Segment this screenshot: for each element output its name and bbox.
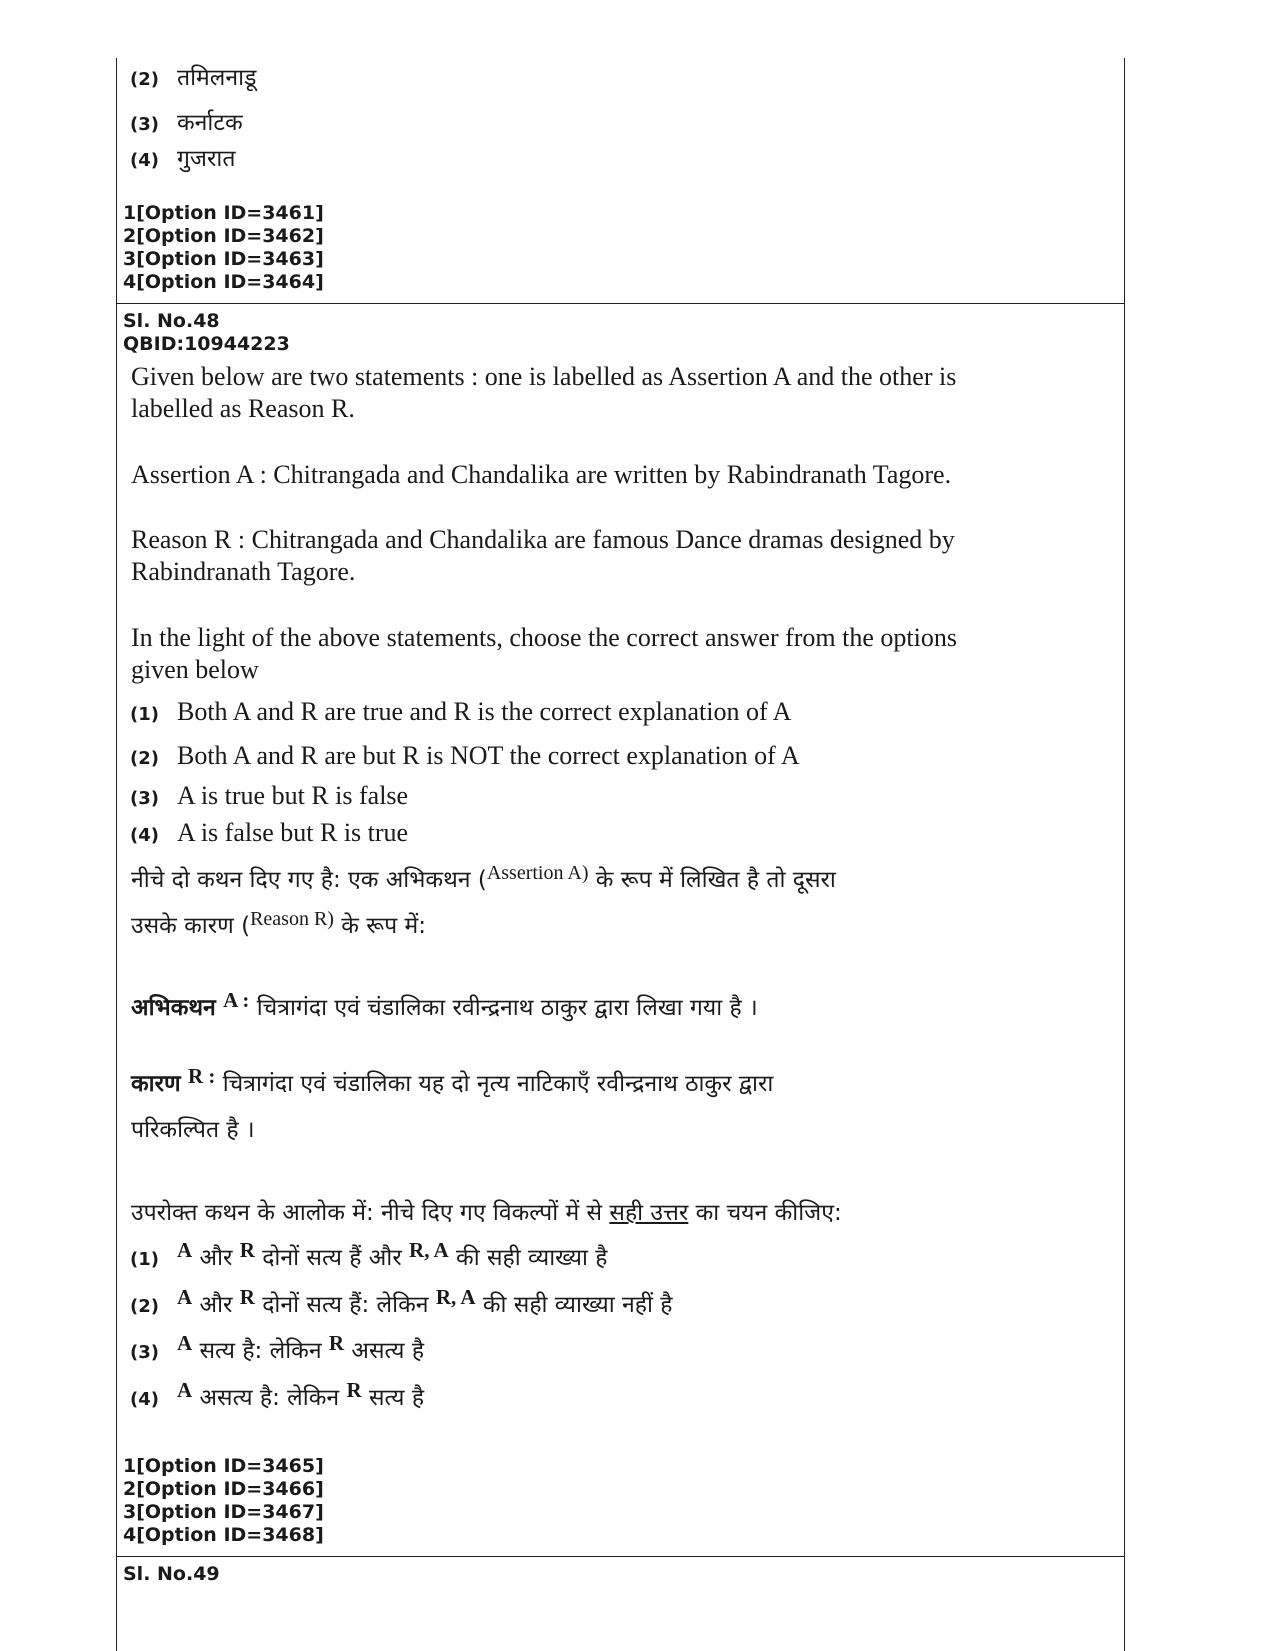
qbid: QBID:10944223 [123, 333, 290, 355]
hindi-intro-line1: नीचे दो कथन दिए गए है: एक अभिकथन (Assertion A) के रूप में लिखित है तो दूसरा [131, 862, 836, 893]
question-divider [116, 1556, 1125, 1557]
serial-number: Sl. No.49 [123, 1563, 220, 1585]
reason-hi-line2: परिकल्पित है । [131, 1117, 255, 1143]
question-header [123, 310, 290, 356]
option-en-3: (3) A is true but R is false [130, 781, 409, 810]
instruction-en: In the light of the above statements, choose the correct answer from the options given below [131, 623, 957, 684]
assertion-hi: अभिकथन A : चित्रागंदा एवं चंडालिका रवीन्द्रनाथ ठाकुर द्वारा लिखा गया है । [131, 988, 758, 1021]
option-hi-3: (3) A सत्य है: लेकिन R असत्य है [130, 1331, 425, 1364]
hindi-intro-line2: उसके कारण (Reason R) के रूप में: [131, 908, 427, 939]
option-3: (3) कर्नाटक [130, 110, 243, 136]
option-en-1: (1) Both A and R are true and R is the correct explanation of A [130, 697, 792, 726]
option-hi-2: (2) A और R दोनों सत्य हैं: लेकिन R, A की सही व्याख्या नहीं है [130, 1285, 673, 1318]
option-hi-1: (1) A और R दोनों सत्य हैं और R, A की सही व्याख्या है [130, 1238, 608, 1271]
assertion-en: Assertion A : Chitrangada and Chandalika are written by Rabindranath Tagore. [131, 460, 952, 489]
option-id-list: 1[Option ID=3465] 2[Option ID=3466] 3[Option ID=3467] 4[Option ID=3468] [123, 1455, 324, 1546]
option-hi-4: (4) A असत्य है: लेकिन R सत्य है [130, 1378, 425, 1411]
option-id-list: 1[Option ID=3461] 2[Option ID=3462] 3[Option ID=3463] 4[Option ID=3464] [123, 202, 324, 293]
instruction-hi: उपरोक्त कथन के आलोक में: नीचे दिए गए विकल्पों में से सही उत्तर का चयन कीजिए: [131, 1200, 842, 1226]
reason-en: Reason R : Chitrangada and Chandalika are famous Dance dramas designed by Rabindranath Tagore. [131, 525, 955, 586]
option-2: (2) तमिलनाडू [130, 65, 257, 91]
option-en-2: (2) Both A and R are but R is NOT the correct explanation of A [130, 741, 800, 770]
question-intro: Given below are two statements : one is labelled as Assertion A and the other is labelled as Reason R. [131, 362, 957, 423]
option-en-4: (4) A is false but R is true [130, 818, 409, 847]
right-border [1124, 58, 1125, 1651]
reason-hi: कारण R : चित्रागंदा एवं चंडालिका यह दो नृत्य नाटिकाएँ रवीन्द्रनाथ ठाकुर द्वारा [131, 1064, 774, 1097]
question-divider [116, 303, 1125, 304]
option-4: (4) गुजरात [130, 146, 236, 172]
serial-number: Sl. No.48 [123, 310, 220, 332]
left-border [116, 58, 117, 1651]
